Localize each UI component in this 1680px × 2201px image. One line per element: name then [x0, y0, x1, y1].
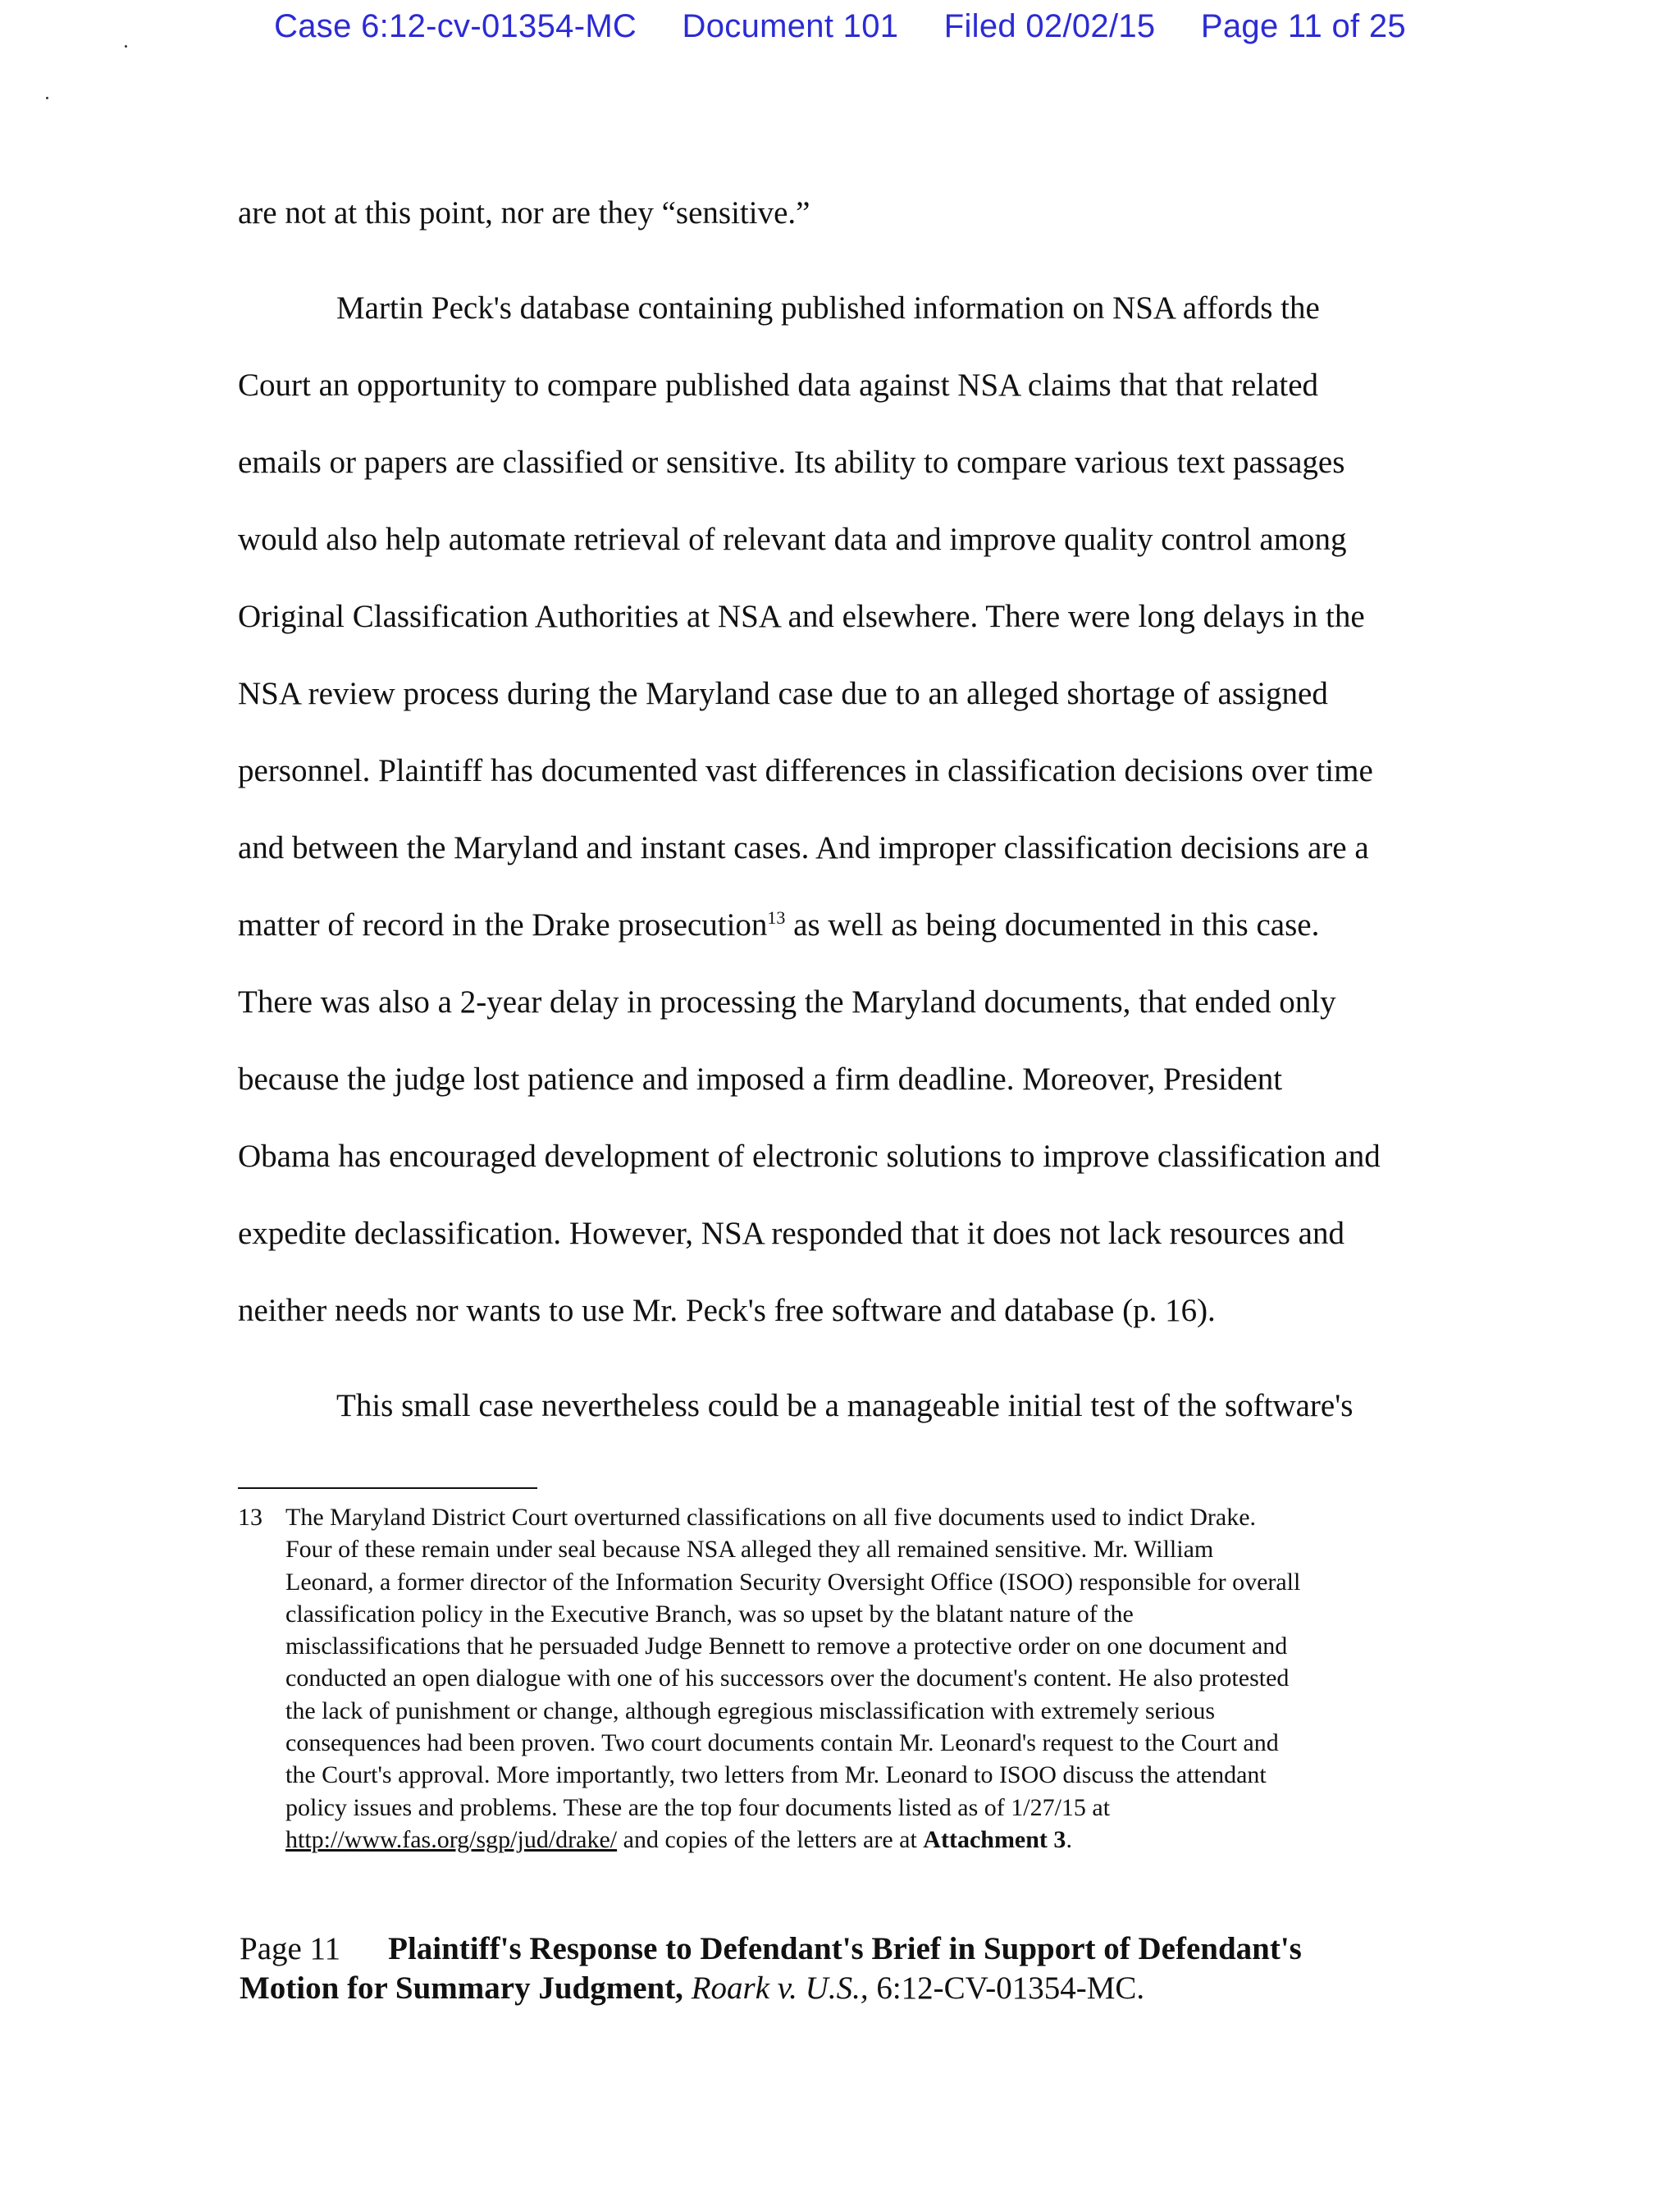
footnote-line: Four of these remain under seal because NSA alleged they all remained sensitive. Mr. William — [285, 1536, 1214, 1564]
footnote-line: the Court's approval. More importantly, two letters from Mr. Leonard to ISOO discuss the attendant — [285, 1761, 1267, 1789]
body-line — [238, 909, 1319, 941]
body-line: There was also a 2-year delay in processing the Maryland documents, that ended only — [238, 984, 1336, 1020]
footnote-line: Leonard, a former director of the Information Security Oversight Office (ISOO) responsible for overall — [285, 1568, 1301, 1596]
footnote-line: misclassifications that he persuaded Judge Bennett to remove a protective order on one document and — [285, 1632, 1288, 1660]
footer-case-number: 6:12-CV-01354-MC. — [868, 1970, 1145, 2006]
footnote-divider — [238, 1487, 537, 1489]
body-line: personnel. Plaintiff has documented vast differences in classification decisions over time — [238, 753, 1373, 788]
header-filed-date: Filed 02/02/15 — [943, 8, 1156, 44]
footer-line-2 — [240, 1969, 1302, 2008]
attachment-reference: Attachment 3 — [923, 1825, 1066, 1853]
body-line: This small case nevertheless could be a manageable initial test of the software's — [336, 1388, 1354, 1423]
footnote-line: consequences had been proven. Two court documents contain Mr. Leonard's request to the Court and — [285, 1729, 1279, 1757]
header-case-number: Case 6:12-cv-01354-MC — [274, 8, 637, 44]
body-line: are not at this point, nor are they “sensitive.” — [238, 195, 810, 231]
header-page-count: Page 11 of 25 — [1200, 8, 1406, 44]
body-line: and between the Maryland and instant cases. And improper classification decisions are a — [238, 830, 1369, 865]
drake-documents-link[interactable]: http://www.fas.org/sgp/jud/drake/ — [285, 1825, 618, 1853]
case-header — [0, 8, 1680, 45]
footnote-end: . — [1066, 1825, 1072, 1853]
footnote-line: conducted an open dialogue with one of his successors over the document's content. He also protested — [285, 1664, 1290, 1692]
body-line-text: matter of record in the Drake prosecution — [238, 907, 768, 943]
body-line: Court an opportunity to compare published data against NSA claims that that related — [238, 368, 1319, 403]
body-line: expedite declassification. However, NSA responded that it does not lack resources and — [238, 1216, 1344, 1251]
footnote-line: the lack of punishment or change, although egregious misclassification with extremely serious — [285, 1696, 1216, 1724]
body-line-tail: as well as being documented in this case. — [785, 907, 1320, 943]
scan-speck — [125, 45, 127, 48]
footer-case-name: Roark v. U.S., — [691, 1970, 869, 2006]
scan-speck — [46, 97, 48, 99]
footnote-reference: 13 — [767, 907, 786, 928]
footnote-link-tail: and copies of the letters are at — [617, 1825, 924, 1853]
body-line: Martin Peck's database containing published information on NSA affords the — [336, 290, 1320, 326]
page-footer — [240, 1929, 1302, 2008]
footnote-line — [285, 1824, 1434, 1856]
footer-page-number: Page 11 — [240, 1931, 341, 1966]
footer-title: Plaintiff's Response to Defendant's Brief in Support of Defendant's — [388, 1931, 1302, 1966]
body-line: Obama has encouraged development of electronic solutions to improve classification and — [238, 1139, 1381, 1174]
footnote-line: classification policy in the Executive Branch, was so upset by the blatant nature of the — [285, 1600, 1134, 1628]
footnote-line: policy issues and problems. These are the top four documents listed as of 1/27/15 at — [285, 1793, 1111, 1821]
footnote-text — [285, 1501, 1434, 1856]
body-line: neither needs nor wants to use Mr. Peck's free software and database (p. 16). — [238, 1293, 1216, 1328]
body-line: emails or papers are classified or sensitive. Its ability to compare various text passages — [238, 445, 1345, 480]
footer-title-continued: Motion for Summary Judgment, — [240, 1970, 683, 2006]
body-line: NSA review process during the Maryland case due to an alleged shortage of assigned — [238, 676, 1328, 711]
header-document-number: Document 101 — [682, 8, 899, 44]
body-line: would also help automate retrieval of relevant data and improve quality control among — [238, 522, 1347, 557]
body-line: Original Classification Authorities at NSA and elsewhere. There were long delays in the — [238, 599, 1365, 634]
footnote-number: 13 — [238, 1504, 262, 1531]
footer-line-1 — [240, 1929, 1302, 1969]
footnote-line: The Maryland District Court overturned classifications on all five documents used to indict Drake. — [285, 1504, 1257, 1531]
body-line: because the judge lost patience and imposed a firm deadline. Moreover, President — [238, 1062, 1283, 1097]
